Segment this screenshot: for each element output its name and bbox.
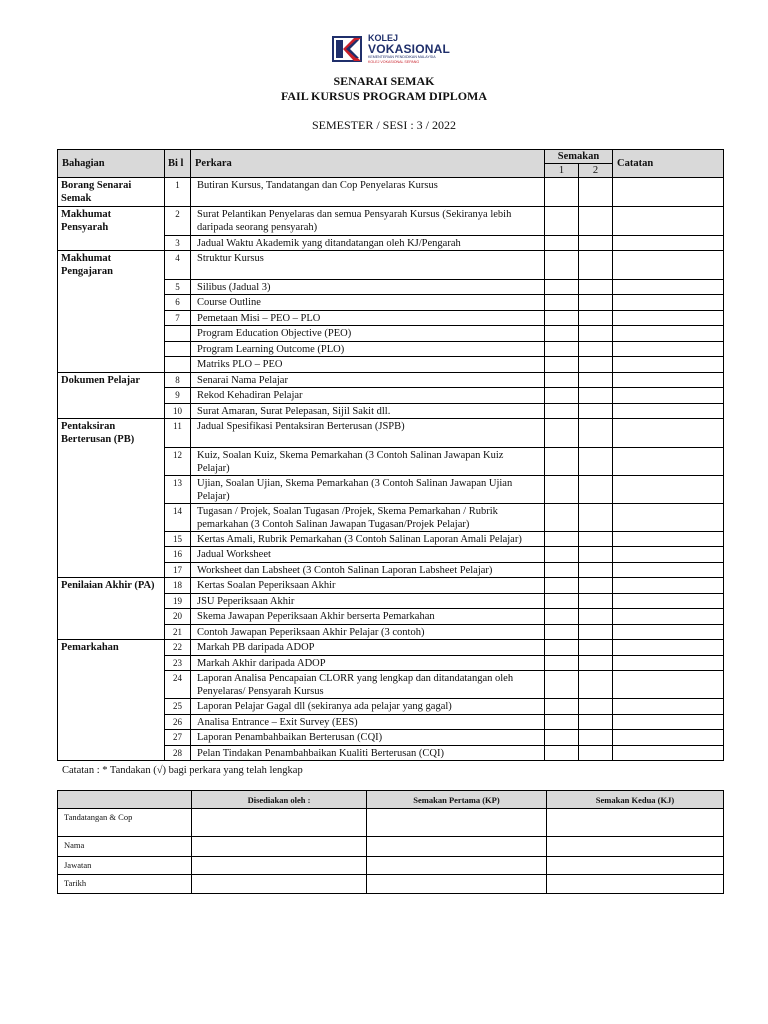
header-bahagian: Bahagian	[58, 150, 165, 178]
check-cell-semakan-2[interactable]	[579, 326, 613, 342]
item-description: Jadual Worksheet	[191, 547, 545, 563]
document-subtitle: FAIL KURSUS PROGRAM DIPLOMA	[280, 89, 488, 103]
catatan-cell[interactable]	[613, 745, 724, 761]
catatan-cell[interactable]	[613, 714, 724, 730]
check-cell-semakan-1[interactable]	[545, 593, 579, 609]
check-cell-semakan-1[interactable]	[545, 447, 579, 475]
signature-header-0	[58, 791, 192, 809]
table-row	[58, 609, 724, 625]
signature-header-2: Semakan Pertama (KP)	[367, 791, 547, 809]
section-cell	[58, 388, 165, 404]
item-description: Markah PB daripada ADOP	[191, 640, 545, 656]
item-number: 7	[165, 310, 191, 326]
item-number: 8	[165, 372, 191, 388]
item-number: 3	[165, 235, 191, 251]
check-cell-semakan-2[interactable]	[579, 609, 613, 625]
first-review-cell[interactable]	[367, 809, 547, 837]
catatan-cell[interactable]	[613, 475, 724, 503]
item-description: Contoh Jawapan Peperiksaan Akhir Pelajar (3 contoh)	[191, 624, 545, 640]
catatan-cell[interactable]	[613, 531, 724, 547]
item-number: 17	[165, 562, 191, 578]
check-cell-semakan-1[interactable]	[545, 578, 579, 594]
item-description: Program Learning Outcome (PLO)	[191, 341, 545, 357]
item-description: Skema Jawapan Peperiksaan Akhir berserta Pemarkahan	[191, 609, 545, 625]
check-cell-semakan-2[interactable]	[579, 419, 613, 448]
check-cell-semakan-2[interactable]	[579, 562, 613, 578]
section-cell	[58, 609, 165, 625]
first-review-cell[interactable]	[367, 875, 547, 894]
check-cell-semakan-1[interactable]	[545, 207, 579, 236]
table-row	[58, 699, 724, 715]
check-cell-semakan-1[interactable]	[545, 357, 579, 373]
item-description: Kertas Soalan Peperiksaan Akhir	[191, 578, 545, 594]
item-number: 14	[165, 503, 191, 531]
check-cell-semakan-1[interactable]	[545, 714, 579, 730]
check-cell-semakan-2[interactable]	[579, 447, 613, 475]
check-cell-semakan-2[interactable]	[579, 640, 613, 656]
section-cell	[58, 562, 165, 578]
section-cell	[58, 531, 165, 547]
check-cell-semakan-2[interactable]	[579, 578, 613, 594]
signature-table	[57, 790, 724, 894]
check-cell-semakan-1[interactable]	[545, 640, 579, 656]
check-cell-semakan-2[interactable]	[579, 357, 613, 373]
section-cell	[58, 295, 165, 311]
item-description: Kuiz, Soalan Kuiz, Skema Pemarkahan (3 Contoh Salinan Jawapan Kuiz Pelajar)	[191, 447, 545, 475]
section-label: Makhumat Pensyarah	[58, 207, 165, 236]
item-description: Tugasan / Projek, Soalan Tugasan /Projek, Skema Pemarkahan / Rubrik pemarkahan (3 Contoh Salinan Jawapan Tugasan/Projek Pelajar)	[191, 503, 545, 531]
catatan-cell[interactable]	[613, 326, 724, 342]
signature-header-row	[58, 791, 724, 809]
check-cell-semakan-2[interactable]	[579, 655, 613, 671]
signature-row	[58, 857, 724, 875]
item-description: Butiran Kursus, Tandatangan dan Cop Penyelaras Kursus	[191, 178, 545, 207]
check-cell-semakan-1[interactable]	[545, 279, 579, 295]
item-number: 12	[165, 447, 191, 475]
catatan-cell[interactable]	[613, 341, 724, 357]
item-description: Laporan Penambahbaikan Berterusan (CQI)	[191, 730, 545, 746]
item-description: Jadual Spesifikasi Pentaksiran Berterusan (JSPB)	[191, 419, 545, 448]
catatan-cell[interactable]	[613, 578, 724, 594]
header-semakan-2: 2	[579, 164, 613, 178]
item-description: Program Education Objective (PEO)	[191, 326, 545, 342]
table-row	[58, 295, 724, 311]
item-number: 20	[165, 609, 191, 625]
table-row	[58, 207, 724, 236]
catatan-cell[interactable]	[613, 279, 724, 295]
catatan-cell[interactable]	[613, 640, 724, 656]
catatan-cell[interactable]	[613, 699, 724, 715]
item-number: 24	[165, 671, 191, 699]
table-row	[58, 357, 724, 373]
signature-header-3: Semakan Kedua (KJ)	[547, 791, 724, 809]
item-number	[165, 341, 191, 357]
catatan-cell[interactable]	[613, 388, 724, 404]
check-cell-semakan-1[interactable]	[545, 403, 579, 419]
table-row	[58, 531, 724, 547]
item-description: Jadual Waktu Akademik yang ditandatangan oleh KJ/Pengarah	[191, 235, 545, 251]
section-cell	[58, 547, 165, 563]
item-description: Analisa Entrance – Exit Survey (EES)	[191, 714, 545, 730]
header-bil: Bi l	[165, 150, 191, 178]
section-cell	[58, 714, 165, 730]
table-row	[58, 235, 724, 251]
section-label: Borang Senarai Semak	[58, 178, 165, 207]
table-row	[58, 547, 724, 563]
check-cell-semakan-2[interactable]	[579, 207, 613, 236]
header-semakan: Semakan	[545, 150, 613, 164]
check-cell-semakan-1[interactable]	[545, 730, 579, 746]
section-cell	[58, 593, 165, 609]
check-cell-semakan-2[interactable]	[579, 671, 613, 699]
item-description: Senarai Nama Pelajar	[191, 372, 545, 388]
check-cell-semakan-2[interactable]	[579, 372, 613, 388]
catatan-cell[interactable]	[613, 655, 724, 671]
signature-row	[58, 837, 724, 857]
item-number: 4	[165, 251, 191, 280]
check-cell-semakan-1[interactable]	[545, 624, 579, 640]
item-number: 22	[165, 640, 191, 656]
check-cell-semakan-2[interactable]	[579, 714, 613, 730]
check-cell-semakan-2[interactable]	[579, 310, 613, 326]
table-row	[58, 624, 724, 640]
item-description: Pemetaan Misi – PEO – PLO	[191, 310, 545, 326]
section-cell	[58, 699, 165, 715]
logo-line-kolej: KOLEJ	[368, 33, 399, 43]
item-description: Markah Akhir daripada ADOP	[191, 655, 545, 671]
item-number: 19	[165, 593, 191, 609]
check-cell-semakan-1[interactable]	[545, 547, 579, 563]
check-cell-semakan-2[interactable]	[579, 341, 613, 357]
table-row	[58, 447, 724, 475]
section-cell	[58, 503, 165, 531]
table-row	[58, 310, 724, 326]
section-label: Makhumat Pengajaran	[58, 251, 165, 280]
check-cell-semakan-1[interactable]	[545, 295, 579, 311]
section-cell	[58, 310, 165, 326]
item-number: 16	[165, 547, 191, 563]
check-cell-semakan-2[interactable]	[579, 624, 613, 640]
signature-row-label: Tarikh	[58, 875, 192, 894]
item-description: Ujian, Soalan Ujian, Skema Pemarkahan (3 Contoh Salinan Jawapan Ujian Pelajar)	[191, 475, 545, 503]
check-cell-semakan-1[interactable]	[545, 178, 579, 207]
item-number: 11	[165, 419, 191, 448]
table-row	[58, 593, 724, 609]
check-cell-semakan-2[interactable]	[579, 388, 613, 404]
second-review-cell[interactable]	[547, 837, 724, 857]
table-row	[58, 475, 724, 503]
catatan-cell[interactable]	[613, 403, 724, 419]
signature-row-label: Nama	[58, 837, 192, 857]
table-row	[58, 578, 724, 594]
signature-row	[58, 809, 724, 837]
item-number: 1	[165, 178, 191, 207]
section-cell	[58, 235, 165, 251]
signature-header-1: Disediakan oleh :	[192, 791, 367, 809]
signature-row-label: Jawatan	[58, 857, 192, 875]
item-number: 27	[165, 730, 191, 746]
check-cell-semakan-1[interactable]	[545, 699, 579, 715]
check-cell-semakan-2[interactable]	[579, 547, 613, 563]
table-row	[58, 419, 724, 448]
check-cell-semakan-1[interactable]	[545, 341, 579, 357]
item-number: 28	[165, 745, 191, 761]
item-number: 21	[165, 624, 191, 640]
check-cell-semakan-2[interactable]	[579, 699, 613, 715]
section-cell	[58, 341, 165, 357]
catatan-cell[interactable]	[613, 372, 724, 388]
catatan-cell[interactable]	[613, 593, 724, 609]
college-logo	[332, 33, 451, 68]
check-cell-semakan-2[interactable]	[579, 235, 613, 251]
item-number: 6	[165, 295, 191, 311]
table-row	[58, 745, 724, 761]
second-review-cell[interactable]	[547, 875, 724, 894]
catatan-cell[interactable]	[613, 671, 724, 699]
section-label: Pemarkahan	[58, 640, 165, 656]
table-row	[58, 372, 724, 388]
table-row	[58, 326, 724, 342]
check-cell-semakan-1[interactable]	[545, 475, 579, 503]
check-cell-semakan-1[interactable]	[545, 388, 579, 404]
section-cell	[58, 671, 165, 699]
catatan-cell[interactable]	[613, 235, 724, 251]
header-catatan: Catatan	[613, 150, 724, 178]
check-cell-semakan-2[interactable]	[579, 475, 613, 503]
logo-line-ministry: KEMENTERIAN PENDIDIKAN MALAYSIA	[368, 55, 436, 59]
check-cell-semakan-2[interactable]	[579, 503, 613, 531]
check-cell-semakan-1[interactable]	[545, 609, 579, 625]
signature-row-label: Tandatangan & Cop	[58, 809, 192, 837]
table-row	[58, 562, 724, 578]
check-cell-semakan-2[interactable]	[579, 531, 613, 547]
catatan-cell[interactable]	[613, 503, 724, 531]
item-description: JSU Peperiksaan Akhir	[191, 593, 545, 609]
catatan-cell[interactable]	[613, 547, 724, 563]
prepared-by-cell[interactable]	[192, 809, 367, 837]
table-row	[58, 671, 724, 699]
check-cell-semakan-2[interactable]	[579, 730, 613, 746]
item-description: Rekod Kehadiran Pelajar	[191, 388, 545, 404]
section-cell	[58, 326, 165, 342]
header-perkara: Perkara	[191, 150, 545, 178]
catatan-cell[interactable]	[613, 730, 724, 746]
section-cell	[58, 357, 165, 373]
item-description: Kertas Amali, Rubrik Pemarkahan (3 Contoh Salinan Laporan Amali Pelajar)	[191, 531, 545, 547]
check-cell-semakan-1[interactable]	[545, 655, 579, 671]
check-cell-semakan-2[interactable]	[579, 295, 613, 311]
first-review-cell[interactable]	[367, 837, 547, 857]
catatan-cell[interactable]	[613, 624, 724, 640]
item-number: 13	[165, 475, 191, 503]
logo-line-campus: KOLEJ VOKASIONAL SEPANG	[368, 60, 420, 64]
table-row	[58, 341, 724, 357]
check-cell-semakan-1[interactable]	[545, 745, 579, 761]
section-label: Pentaksiran Berterusan (PB)	[58, 419, 165, 448]
section-cell	[58, 403, 165, 419]
second-review-cell[interactable]	[547, 857, 724, 875]
catatan-cell[interactable]	[613, 419, 724, 448]
item-description: Laporan Analisa Pencapaian CLORR yang lengkap dan ditandatangan oleh Penyelaras/ Pensyarah Kursus	[191, 671, 545, 699]
check-cell-semakan-2[interactable]	[579, 593, 613, 609]
checklist-table	[57, 149, 724, 761]
item-description: Course Outline	[191, 295, 545, 311]
item-number	[165, 357, 191, 373]
table-row	[58, 714, 724, 730]
check-cell-semakan-1[interactable]	[545, 310, 579, 326]
check-cell-semakan-2[interactable]	[579, 178, 613, 207]
item-description: Laporan Pelajar Gagal dll (sekiranya ada pelajar yang gagal)	[191, 699, 545, 715]
check-cell-semakan-1[interactable]	[545, 251, 579, 280]
table-row	[58, 251, 724, 280]
item-description: Matriks PLO – PEO	[191, 357, 545, 373]
prepared-by-cell[interactable]	[192, 857, 367, 875]
table-row	[58, 655, 724, 671]
section-cell	[58, 624, 165, 640]
check-cell-semakan-2[interactable]	[579, 745, 613, 761]
check-cell-semakan-2[interactable]	[579, 251, 613, 280]
catatan-cell[interactable]	[613, 609, 724, 625]
item-number: 2	[165, 207, 191, 236]
item-number: 26	[165, 714, 191, 730]
item-number	[165, 326, 191, 342]
check-cell-semakan-1[interactable]	[545, 372, 579, 388]
section-cell	[58, 730, 165, 746]
footnote: Catatan : * Tandakan (√) bagi perkara yang telah lengkap	[62, 765, 303, 776]
logo-line-vokasional: VOKASIONAL	[368, 42, 451, 56]
document-title: SENARAI SEMAK	[333, 74, 435, 88]
catatan-cell[interactable]	[613, 357, 724, 373]
item-description: Struktur Kursus	[191, 251, 545, 280]
header-semakan-1: 1	[545, 164, 579, 178]
table-row	[58, 503, 724, 531]
section-cell	[58, 655, 165, 671]
item-number: 10	[165, 403, 191, 419]
item-number: 15	[165, 531, 191, 547]
catatan-cell[interactable]	[613, 310, 724, 326]
catatan-cell[interactable]	[613, 295, 724, 311]
prepared-by-cell[interactable]	[192, 837, 367, 857]
catatan-cell[interactable]	[613, 447, 724, 475]
item-description: Worksheet dan Labsheet (3 Contoh Salinan Laporan Labsheet Pelajar)	[191, 562, 545, 578]
item-number: 5	[165, 279, 191, 295]
kolej-vokasional-logo-icon	[332, 34, 366, 64]
item-description: Surat Pelantikan Penyelaras dan semua Pensyarah Kursus (Sekiranya lebih daripada seorang pensyarah)	[191, 207, 545, 236]
item-number: 23	[165, 655, 191, 671]
section-cell	[58, 475, 165, 503]
check-cell-semakan-2[interactable]	[579, 279, 613, 295]
item-number: 9	[165, 388, 191, 404]
check-cell-semakan-2[interactable]	[579, 403, 613, 419]
first-review-cell[interactable]	[367, 857, 547, 875]
item-description: Silibus (Jadual 3)	[191, 279, 545, 295]
check-cell-semakan-1[interactable]	[545, 562, 579, 578]
table-row	[58, 178, 724, 207]
check-cell-semakan-1[interactable]	[545, 503, 579, 531]
table-row	[58, 403, 724, 419]
prepared-by-cell[interactable]	[192, 875, 367, 894]
catatan-cell[interactable]	[613, 178, 724, 207]
check-cell-semakan-1[interactable]	[545, 671, 579, 699]
section-cell	[58, 279, 165, 295]
section-label: Penilaian Akhir (PA)	[58, 578, 165, 594]
second-review-cell[interactable]	[547, 809, 724, 837]
table-row	[58, 730, 724, 746]
check-cell-semakan-1[interactable]	[545, 235, 579, 251]
check-cell-semakan-1[interactable]	[545, 531, 579, 547]
section-label: Dokumen Pelajar	[58, 372, 165, 388]
item-description: Pelan Tindakan Penambahbaikan Kualiti Berterusan (CQI)	[191, 745, 545, 761]
semester-session: SEMESTER / SESI : 3 / 2022	[311, 118, 457, 132]
check-cell-semakan-1[interactable]	[545, 419, 579, 448]
table-row	[58, 388, 724, 404]
catatan-cell[interactable]	[613, 562, 724, 578]
signature-row	[58, 875, 724, 894]
item-description: Surat Amaran, Surat Pelepasan, Sijil Sakit dll.	[191, 403, 545, 419]
section-cell	[58, 447, 165, 475]
catatan-cell[interactable]	[613, 207, 724, 236]
check-cell-semakan-1[interactable]	[545, 326, 579, 342]
table-row	[58, 640, 724, 656]
item-number: 25	[165, 699, 191, 715]
item-number: 18	[165, 578, 191, 594]
table-row	[58, 279, 724, 295]
section-cell	[58, 745, 165, 761]
catatan-cell[interactable]	[613, 251, 724, 280]
